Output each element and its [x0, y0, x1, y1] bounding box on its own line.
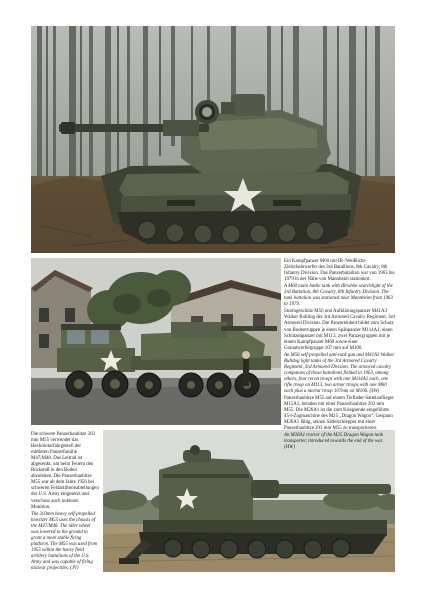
- caption-de-3: Panzerhaubitze M55 auf einem Tieflader-Sattelauflieger M15A1, beladen mit einer Panzerhaubitze 203 mm M55. Die M26A1 ist die zum Kriegsende eingeführte 45-t-Zugmaschine des M25 „Dragon Wagon“. Gespann M26A1 fähig, seinen Sattelschlepper mit einer Panzerhaubitze 203 mm M55 zu transportieren.: [284, 396, 394, 432]
- caption-left-column: [31, 432, 99, 572]
- photo-m60-tank-forest: [31, 26, 395, 253]
- caption-de-1: Ein Kampfpanzer M60 mit IR-/Weißlicht-Zielscheinwerfer des 3rd Bataillons, 8th Cavalry, 8th Infantry Division. Das Panzerbataillon war von 1963 bis 1979 in der Nähe von Mannheim stationiert.: [284, 259, 395, 283]
- caption-right-column: [284, 259, 395, 451]
- photo-m26a1-tank-transporter: [31, 258, 281, 425]
- caption-m55-en: The 203mm heavy self-propelled howitzer M55 uses the chassis of the M47/M48. The idler wheel was lowered to the ground to grant a more stable firing platform. The M55 was used from 1955 within the heavy field artillery battalions of the U.S. Army and was capable of firing nuclear projectiles. (JV): [31, 511, 98, 572]
- caption-m55-de: Die schwere Panzerhaubitze 203 mm M55 verwendet das Heckmotorfahrgestell der mittleren Panzerfamilie M47/M48. Das Leitrad ist abgesenkt, um beim Feuern den Rückstoß in den Boden abzuleiten. Die Panzerhaubitze M55 war ab dem Jahre 1956 bei schweren Feldartillerieabteilungen der U.S. Army eingesetzt und verschoss auch nukleare Munition.: [31, 432, 99, 510]
- caption-en-3: An M26A1 tractor of the M25 Dragon Wagon tank transporter, introduced towards the end of the war. (HW): [284, 433, 384, 451]
- caption-en-2: An M56 self-propelled anti-tank gun and M41A3 Walker Bulldog light tanks of the 3rd Armored Cavalry Regiment, 3rd Armored Division. The armored cavalry companies of those battalions fielded in 1963, among others, four recon troops with one M114A1 each, one rifle troop on M113, two armor troops with one M60 each plus a mortar troop 107mm on M106. (SW): [284, 352, 395, 394]
- caption-de-2: Sturmgeschütz M56 und Aufklärungspanzer M41A3 Walker Bulldog der 3rd Armored Cavalry Regiment, 3rd Armored Division. Die Panzereinheit bildet zum Schutz von Bodentruppen je einen Spähpanzer M114A1, einen Schützenpanzer mit M113, zwei Panzergruppen mit je einem Kampfpanzer M60 sowie einer Granatwerfergruppe 107 mm auf M106.: [284, 309, 395, 351]
- caption-en-1: A M60 main battle tank with IR/white searchlight of the 3rd Battalion, 8th Cavalry, 8th Infantry Division. The tank battalion was stationed near Mannheim from 1963 to 1979.: [284, 284, 393, 308]
